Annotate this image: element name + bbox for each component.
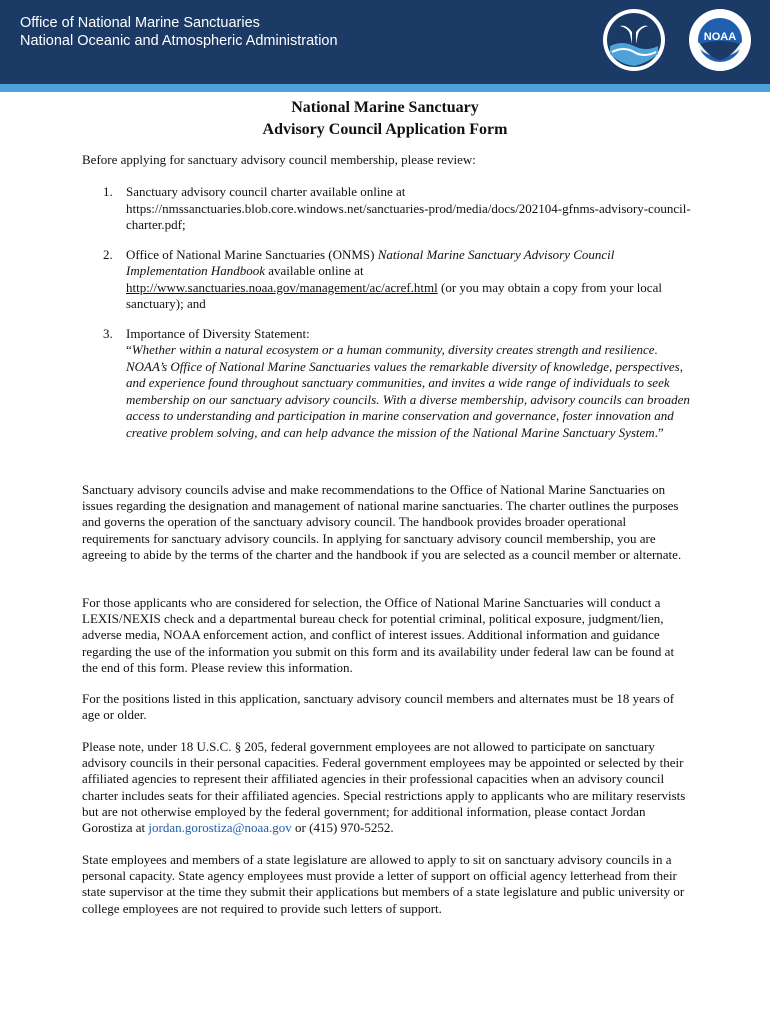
item-text: Office of National Marine Sanctuaries (ONMS) <box>126 246 378 262</box>
organization-name <box>20 14 338 50</box>
item-number: 3. <box>103 325 113 341</box>
paragraph-age: For the positions listed in this application, sanctuary advisory council members and alternates must be 18 years of age or older. <box>82 691 675 723</box>
diversity-statement: Whether within a natural ecosystem or a human community, diversity creates strength and resilience. NOAA’s Office of National Marine Sanctuaries values the remarkable diversity of knowledge, perspectives, and experience found throughout sanctuary communities, and invites a wide range of individuals to seek membership on our sanctuary advisory councils. With a diverse membership, advisory councils can broaden access to understanding and participation in marine conservation and governance, foster innovation and creative problem solving, and can help advance the mission of the National Marine Sanctuary System <box>126 342 690 440</box>
diversity-heading: Importance of Diversity Statement: <box>126 325 310 341</box>
quote-open: “ <box>126 342 132 357</box>
item-text: available online at <box>265 263 364 278</box>
page-title <box>0 97 770 141</box>
noaa-logo-text: NOAA <box>703 31 737 43</box>
title-line-1: National Marine Sanctuary <box>291 99 479 116</box>
paragraph-state: State employees and members of a state legislature are allowed to apply to sit on sanctuary advisory councils in a personal capacity. State agency employees must provide a letter of support on official agency letterhead from their state supervisor at the time they submit their applications but members of a state legislature and public university or college employees are not required to provide such letters of support. <box>82 852 685 916</box>
page-header <box>0 0 770 92</box>
list-item <box>82 247 692 313</box>
item-number: 1. <box>103 184 113 199</box>
org-line-2: National Oceanic and Atmospheric Administration <box>20 33 338 49</box>
item-text: Sanctuary advisory council charter available online at <box>126 184 406 199</box>
item-number: 2. <box>103 246 113 262</box>
federal-tail: or (415) 970-5252. <box>291 820 394 836</box>
paragraph-selection: For those applicants who are considered for selection, the Office of National Marine Sanctuaries will conduct a LEXIS/NEXIS check and a departmental bureau check for potential criminal, political exposure, judgment/lien, adverse media, NOAA enforcement action, and conflict of interest issues. Additional information and guidance regarding the use of the information you submit on this form and its availability under federal law can be found at the end of this form. Please review this information. <box>82 595 675 675</box>
review-list <box>82 184 692 454</box>
list-item <box>82 184 692 234</box>
intro-text: Before applying for sanctuary advisory council membership, please review: <box>82 152 476 167</box>
noaa-logo <box>688 8 752 72</box>
item-text: (or you may obtain a copy from your local sanctuary); and <box>126 279 662 311</box>
federal-text: Please note, under 18 U.S.C. § 205, federal government employees are not allowed to participate on sanctuary advisory councils in their personal capacities. Federal government employees may be appointed or selected by their affiliated agencies to represent their affiliated agencies in their professional capacities when an advisory council charter includes seats for their affiliated agencies. Special restrictions apply to applicants who are military reservists but are not otherwise employed by the federal government; for additional information, please contact Jordan Gorostiza at <box>82 739 686 836</box>
handbook-title: National Marine Sanctuary Advisory Council Implementation Handbook <box>126 246 615 278</box>
quote-close: .” <box>654 424 664 440</box>
list-item <box>82 326 692 442</box>
title-line-2: Advisory Council Application Form <box>262 121 508 138</box>
charter-url: https://nmssanctuaries.blob.core.windows.net/sanctuaries-prod/media/docs/202104-gfnms-advisory-council-charter.pdf; <box>126 200 691 232</box>
contact-email-link[interactable]: jordan.gorostiza@noaa.gov <box>148 820 292 836</box>
sanctuaries-logo <box>602 8 666 72</box>
paragraph-advise: Sanctuary advisory councils advise and make recommendations to the Office of National Marine Sanctuaries on issues regarding the designation and management of national marine sanctuaries. The charter outlines the purposes and governs the operation of the sanctuary advisory council. The handbook provides broader operational requirements for sanctuary advisory councils. In applying for sanctuary advisory council membership, you are agreeing to abide by the terms of the charter and the handbook if you are selected as a council member or alternate. <box>82 482 682 562</box>
document-body <box>0 92 770 916</box>
paragraph-federal <box>82 739 688 836</box>
handbook-link[interactable]: http://www.sanctuaries.noaa.gov/management/ac/acref.html <box>126 279 438 295</box>
org-line-1: Office of National Marine Sanctuaries <box>20 15 260 31</box>
